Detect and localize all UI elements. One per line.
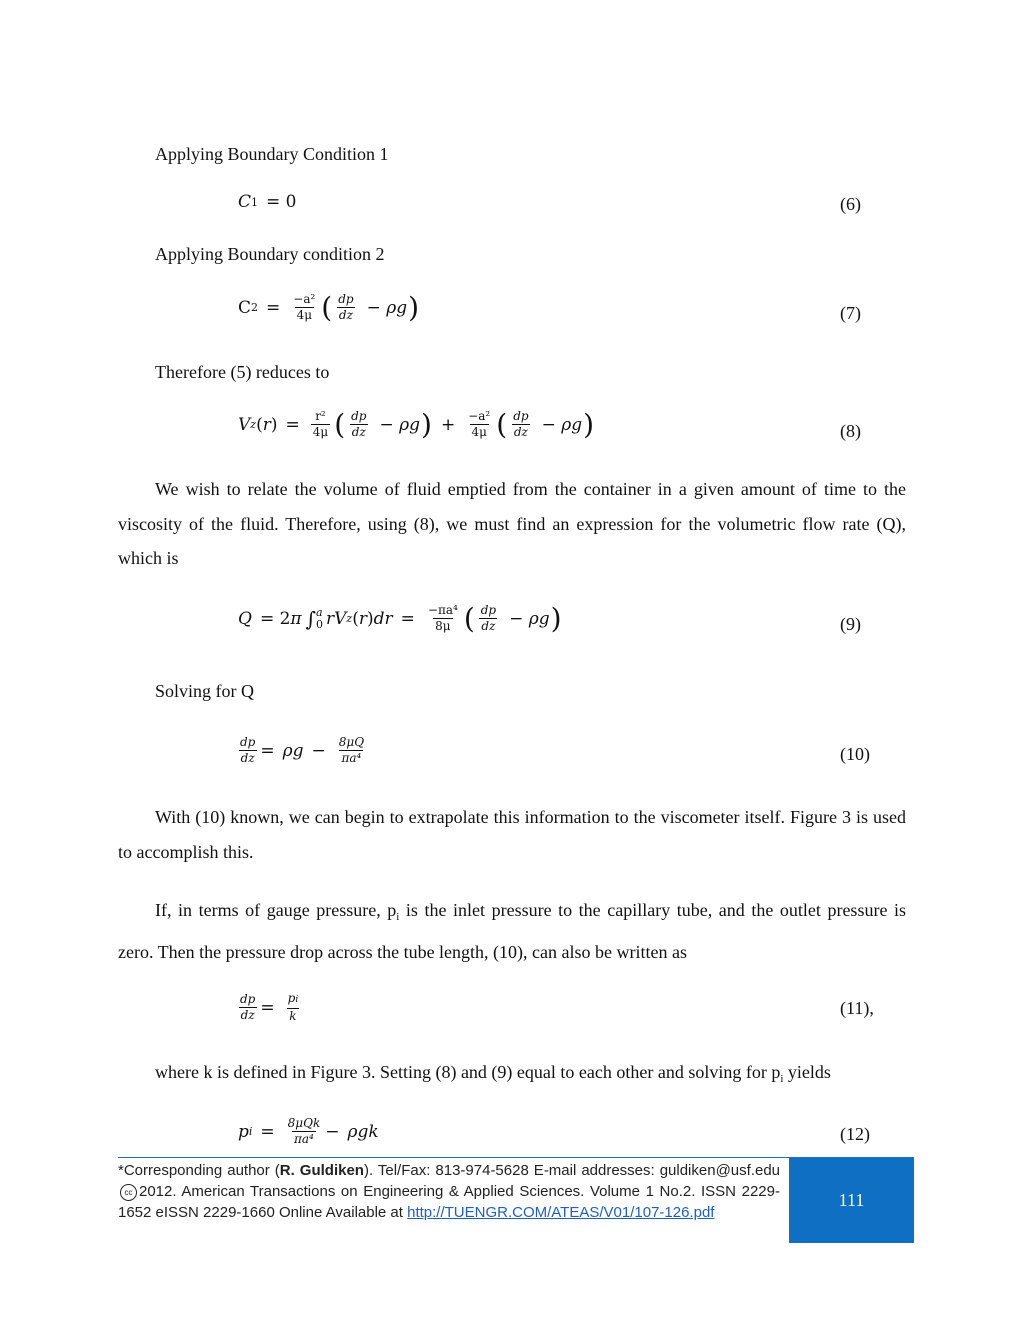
paragraph-setting-equal: where k is defined in Figure 3. Setting (8) and (9) equal to each other and solving for $p_i$ yields [155,1062,831,1085]
paragraph-gauge-pressure: If, in terms of gauge pressure, $p_i$ is the inlet pressure to the capillary tube, and the outlet pressure is zero. Then the pressure drop across the tube length, (10), can also be written as [118,900,906,962]
corresponding-author: R. Guldiken [279,1162,364,1179]
bc2-intro: Applying Boundary condition 2 [155,244,385,264]
equation-11-number: (11), [840,998,874,1018]
equation-12-number: (12) [840,1124,870,1144]
equation-12: p i = $\frac{\text{8μQk}}{\text{πa⁴}}$ − ρgk [238,1116,379,1146]
equation-9: Q = 2 π ∫ a 0 rV z ( r ) dr = $\frac{\text{−πa⁴}}{8\mu}$ ( $\frac{dp}{dz}$ − ρg ) [238,601,562,635]
creative-commons-icon: cc [120,1184,137,1201]
equation-10: $\frac{dp}{dz}$ = ρg − $\frac{8\mu Q}{\text{πa⁴}}$ [240,735,365,765]
equation-11: $\frac{dp}{dz}$ = $\frac{pi}{k}$ [240,991,299,1023]
equation-8-number: (8) [840,421,861,441]
equation-6-number: (6) [840,194,861,214]
page-number: 111 [838,1190,865,1210]
bc1-intro: Applying Boundary Condition 1 [155,144,389,164]
equation-7-number: (7) [840,303,861,323]
paragraph-volumetric-flow: We wish to relate the volume of fluid emptied from the container in a given amount of time to the viscosity of the fluid. Therefore, using (8), we must find an expression for the volumetric flow rate (Q), which is [118,479,906,568]
paragraph-extrapolate: With (10) known, we can begin to extrapolate this information to the viscometer itself. Figure 3 is used to accomplish this. [118,807,906,862]
solving-intro: Solving for Q [155,681,254,701]
equation-9-number: (9) [840,614,861,634]
equation-7: C 2 = $\frac{\text{−a²}}{4\mu}$ ( $\frac{dp}{dz}$ − ρg ) [238,290,420,324]
page-number-box [789,1158,914,1243]
footer-citation: *Corresponding author (R. Guldiken). Tel/Fax: 813-974-5628 E-mail addresses: guldiken@usf.edu cc 2012. American Transactions on Engineering & Applied Sciences. Volume 1 No.2. ISSN 2229-1652 eISSN 2229-1660 Online Available at http://TUENGR.COM/ATEAS/V01/107-126.pdf [118,1162,781,1221]
equation-6: C 1 = 0 [238,192,297,212]
article-link[interactable]: http://TUENGR.COM/ATEAS/V01/107-126.pdf [407,1204,715,1221]
page-footer [118,1157,914,1243]
equation-10-number: (10) [840,744,870,764]
equation-8: V z ( r ) = $\frac{\text{r²}}{4\mu}$ ( $\frac{dp}{dz}$ − ρg ) + $\frac{\text{−a²}}{4\mu}$ ( $\frac{dp}{dz}$ − ρg ) [238,407,595,441]
reduces-intro: Therefore (5) reduces to [155,362,330,382]
